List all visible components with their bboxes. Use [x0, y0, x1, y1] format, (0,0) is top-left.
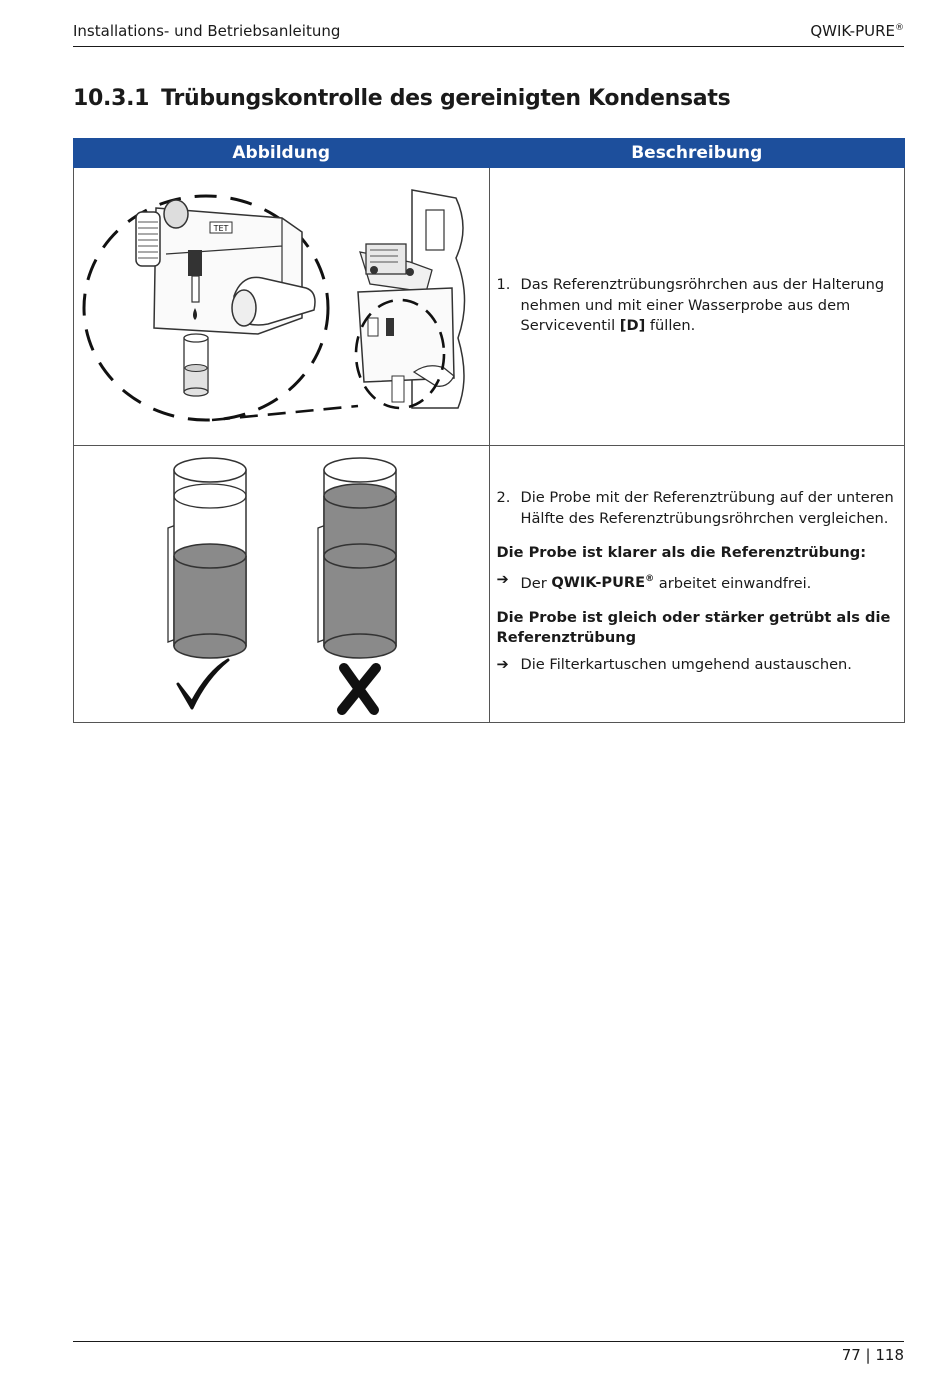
description-cell-step-2 — [489, 446, 905, 723]
result-ok-text: Der QWIK-PURE® arbeitet einwandfrei. — [520, 574, 812, 592]
table-header-row — [74, 139, 905, 168]
result-ok-action — [497, 570, 897, 594]
turbidity-comparison-illustration — [74, 446, 488, 718]
figure-cell-step-1 — [74, 168, 490, 446]
table-row — [74, 446, 905, 723]
sample-tube-zoom — [184, 334, 208, 396]
outlet-pipe-end — [232, 290, 256, 326]
reference-tube-turbid — [318, 458, 396, 658]
column-header-image: Abbildung — [74, 139, 490, 168]
result-bad-heading: Die Probe ist gleich oder stärker getrübt als die Referenztrübung — [496, 608, 891, 647]
device-overview — [358, 190, 465, 408]
section-title-text: Trübungskontrolle des gereinigten Kondensats — [161, 86, 731, 111]
result-ok-heading: Die Probe ist klarer als die Referenztrübung: — [496, 544, 867, 561]
step-text: Das Referenztrübungsröhrchen aus der Halterung nehmen und mit einer Wasserprobe aus dem Serviceventil [D] füllen. — [520, 276, 885, 334]
step-number: 1. — [496, 276, 511, 293]
reference-tube-clear — [168, 458, 246, 658]
header-product-name: QWIK-PURE® — [810, 22, 904, 40]
figure-cell-step-2 — [74, 446, 490, 723]
table-row — [74, 168, 905, 446]
arrow-icon: ➔ — [496, 570, 509, 588]
page-header — [73, 20, 904, 47]
checkmark-icon — [178, 660, 228, 708]
instruction-table — [73, 138, 905, 723]
section-title — [73, 86, 730, 111]
step-1 — [497, 275, 897, 337]
result-bad-action — [497, 655, 897, 676]
step-2 — [497, 488, 897, 529]
footer-divider — [73, 1341, 904, 1342]
description-cell-step-1 — [489, 168, 905, 446]
label-plate-text: TET — [213, 224, 229, 233]
cross-icon — [342, 668, 376, 710]
section-number: 10.3.1 — [73, 86, 150, 111]
service-valve-sample-illustration — [74, 168, 488, 441]
header-document-title: Installations- und Betriebsanleitung — [73, 22, 341, 40]
page-number: 77 | 118 — [841, 1346, 904, 1364]
result-bad-text: Die Filterkartuschen umgehend austauschen. — [520, 655, 852, 673]
column-header-description: Beschreibung — [489, 139, 905, 168]
arrow-icon: ➔ — [496, 655, 509, 673]
step-text: Die Probe mit der Referenztrübung auf der unteren Hälfte des Referenztrübungsröhrchen vergleichen. — [520, 489, 894, 527]
step-number: 2. — [496, 489, 511, 506]
